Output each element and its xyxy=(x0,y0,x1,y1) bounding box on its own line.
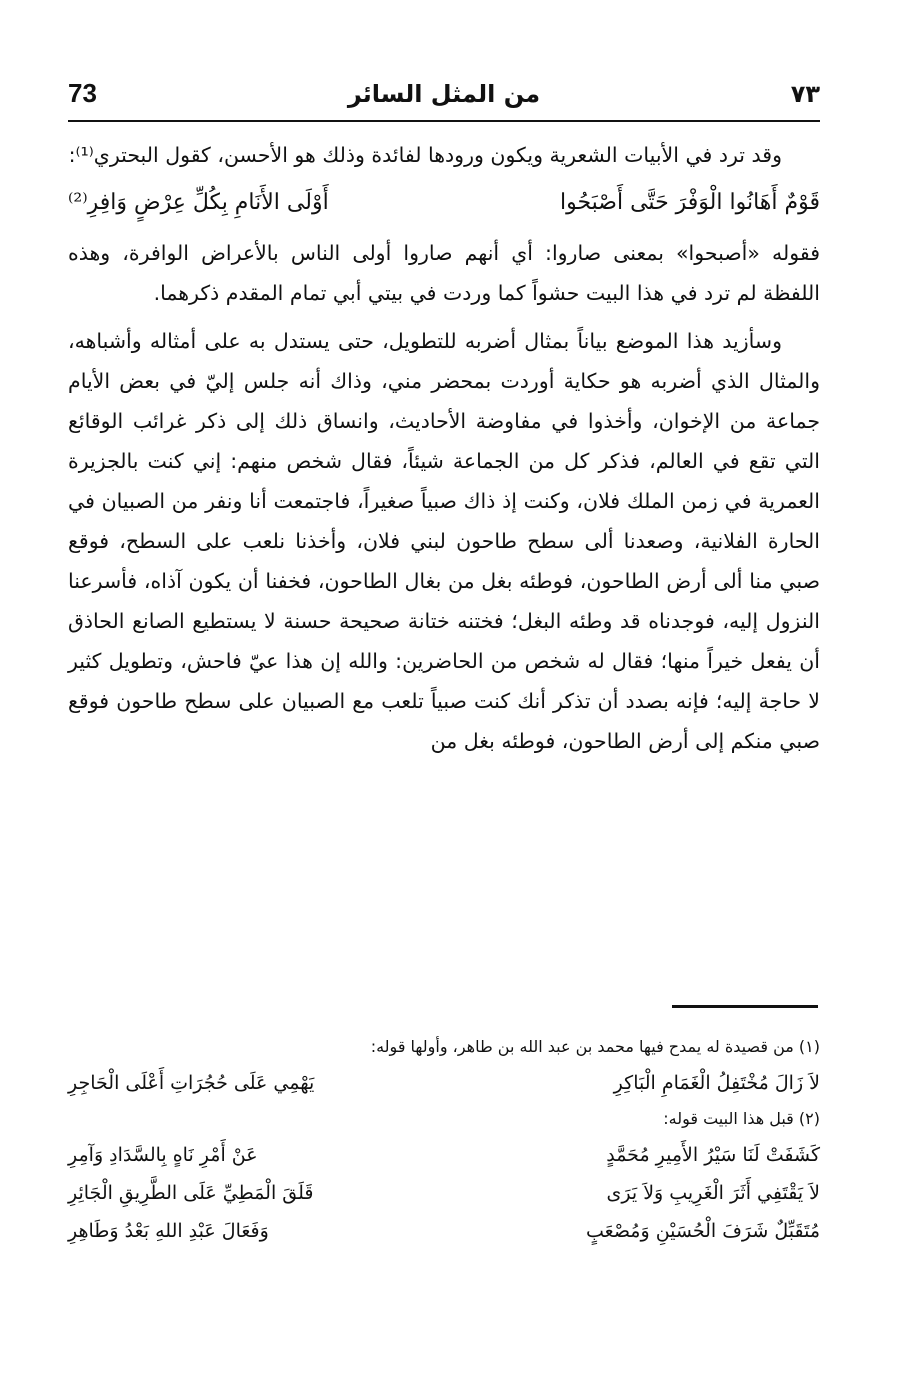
footnote-1: (١) من قصيدة له يمدح فيها محمد بن عبد الله بن طاهر، وأولها قوله: xyxy=(370,1037,820,1056)
footnote-2-verse xyxy=(68,1174,820,1212)
main-text xyxy=(68,135,820,761)
footnote-separator xyxy=(672,1005,818,1008)
verse-second-hemistich: عَنْ أَمْرِ نَاهٍ بِالسَّدَادِ وَآمِرِ xyxy=(68,1144,258,1166)
footnote-1-verse xyxy=(68,1064,820,1102)
verse-second-hemistich: يَهْمِي عَلَى حُجُرَاتِ أَعْلَى الْحَاجِرِ xyxy=(68,1072,315,1094)
verse-first-hemistich: قَوْمٌ أَهَانُوا الْوَفْرَ حَتَّى أَصْبَحُوا xyxy=(559,190,820,215)
intro-paragraph: وقد ترد في الأبيات الشعرية ويكون ورودها لفائدة وذلك هو الأحسن، كقول البحتري⁽¹⁾: xyxy=(68,143,782,167)
verse-second-hemistich: أَوْلَى الأَنَامِ بِكُلِّ عِرْضٍ وَافِرِ⁽²⁾ xyxy=(68,190,329,215)
poetry-verse xyxy=(68,183,820,223)
verse-first-hemistich: لاَ زَالَ مُخْتَفِلُ الْغَمَامِ الْبَاكِرِ xyxy=(613,1072,820,1094)
page-number-arabic: ٧٣ xyxy=(790,80,820,108)
footnotes xyxy=(68,1030,820,1250)
page-header xyxy=(68,74,820,122)
footnote-2-verse xyxy=(68,1136,820,1174)
footnote-2: (٢) قبل هذا البيت قوله: xyxy=(663,1109,820,1128)
verse-first-hemistich: كَشَفَتْ لَنَا سَيْرُ الأَمِيرِ مُحَمَّدٍ xyxy=(606,1144,820,1166)
anecdote-paragraph: وسأزيد هذا الموضع بياناً بمثال أضربه للتطويل، حتى يستدل به على أمثاله وأشباهه، والمثال الذي أضربه هو حكاية أوردت بمحضر مني، وذاك أنه جلس إليّ في بعض الأيام جماعة من الإخوان، وأخذوا في مفاوضة الأحاديث، وانساق ذلك إلى ذكر غرائب الوقائع التي تقع في العالم، فذكر كل من الجماعة شيئاً، فقال شخص منهم: إني كنت بالجزيرة العمرية في زمن الملك فلان، وكنت إذ ذاك صبياً صغيراً، فاجتمعت أنا ونفر من الصبيان في الحارة الفلانية، وصعدنا ألى سطح طاحون لبني فلان، وأخذنا نلعب على السطح، فوقع صبي منا ألى أرض الطاحون، فوطئه بغل من بغال الطاحون، فخفنا أن يكون آذاه، فأسرعنا النزول إليه، فوجدناه قد وطئه البغل؛ فختنه ختانة صحيحة حسنة لا يستطيع الصانع الحاذق أن يفعل خيراً منها؛ فقال له شخص من الحاضرين: والله إن هذا عيّ فاحش، وتطويل كثير لا حاجة إليه؛ فإنه بصدد أن تذكر أنك كنت صبياً تلعب مع الصبيان على سطح طاحون فوقع صبي منكم إلى أرض الطاحون، فوطئه بغل من xyxy=(68,329,820,753)
running-title: من المثل السائر xyxy=(347,80,541,108)
verse-second-hemistich: قَلَقَ الْمَطِيِّ عَلَى الطَّرِيقِ الْجَائِرِ xyxy=(68,1182,314,1204)
verse-first-hemistich: لاَ يَقْتَفِي أَثَرَ الْغَرِيبِ وَلاَ يَرَى xyxy=(606,1182,820,1204)
page-number-latin: 73 xyxy=(68,78,97,108)
verse-second-hemistich: وَفَعَالَ عَبْدِ اللهِ بَعْدُ وَطَاهِرِ xyxy=(68,1220,269,1242)
verse-first-hemistich: مُتَقَبِّلٌ شَرَفَ الْحُسَيْنِ وَمُصْعَبٍ xyxy=(586,1220,820,1242)
footnote-2-verse xyxy=(68,1212,820,1250)
commentary-paragraph: فقوله «أصبحوا» بمعنى صاروا: أي أنهم صاروا أولى الناس بالأعراض الوافرة، وهذه اللفظة لم ترد في هذا البيت حشواً كما وردت في بيتي أبي تمام المقدم ذكرهما. xyxy=(68,241,820,305)
